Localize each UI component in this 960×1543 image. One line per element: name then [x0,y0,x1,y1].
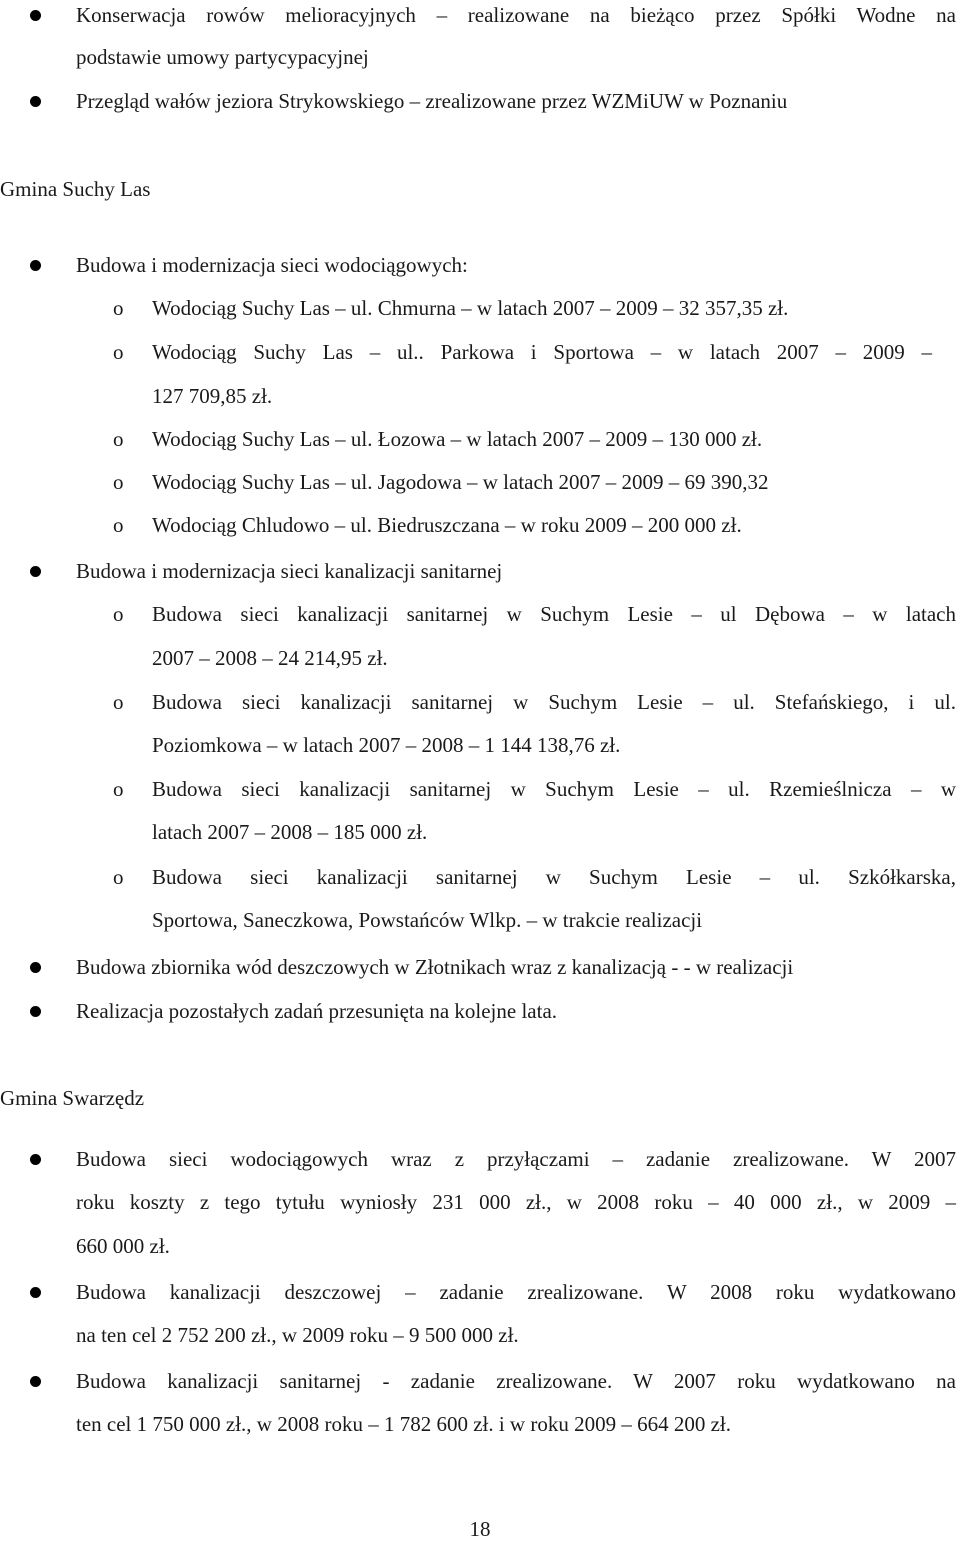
bullet-text: na ten cel 2 752 200 zł., w 2009 roku – 9 500 000 zł. [76,1323,519,1347]
sub-item-text: Wodociąg Suchy Las – ul.. Parkowa i Sportowa – w latach 2007 – 2009 – [152,340,932,364]
sub-item [0,687,960,717]
bullet-icon [30,566,41,577]
page-number: 18 [469,1517,491,1541]
section-heading-text: Gmina Suchy Las [0,177,151,201]
bullet-text: Budowa i modernizacja sieci wodociągowych: [76,253,468,277]
sub-item-text: Budowa sieci kanalizacji sanitarnej w Suchym Lesie – ul. Rzemieślnicza – w [152,777,956,801]
bullet-text-continuation [0,1409,960,1439]
bullet-text: Budowa zbiornika wód deszczowych w Złotnikach wraz z kanalizacją - - w realizacji [76,955,794,979]
sub-item [0,293,960,323]
bullet-item [0,952,960,982]
bullet-item [0,1144,960,1174]
sub-item-text: Wodociąg Suchy Las – ul. Łozowa – w latach 2007 – 2009 – 130 000 zł. [152,427,763,451]
sub-item-marker: o [113,340,124,364]
sub-item-marker: o [113,865,124,889]
bullet-icon [30,1376,41,1387]
bullet-item [0,0,960,30]
sub-item-continuation [0,905,960,935]
bullet-text: Budowa i modernizacja sieci kanalizacji sanitarnej [76,559,503,583]
bullet-item [0,1366,960,1396]
sub-item-marker: o [113,296,124,320]
sub-item [0,599,960,629]
sub-item-continuation [0,381,960,411]
sub-item-text: Budowa sieci kanalizacji sanitarnej w Suchym Lesie – ul. Szkółkarska, [152,865,956,889]
bullet-item [0,996,960,1026]
sub-item-marker: o [113,427,124,451]
sub-item [0,467,960,497]
sub-item-marker: o [113,513,124,537]
section-heading-text: Gmina Swarzędz [0,1086,145,1110]
section-heading [0,1083,960,1113]
bullet-icon [30,1287,41,1298]
sub-item-text: Wodociąg Suchy Las – ul. Jagodowa – w latach 2007 – 2009 – 69 390,32 [152,470,769,494]
bullet-text-continuation [0,1231,960,1261]
bullet-text-continuation [0,1187,960,1217]
sub-item-text: 2007 – 2008 – 24 214,95 zł. [152,646,388,670]
bullet-text: podstawie umowy partycypacyjnej [76,45,369,69]
section-heading [0,174,960,204]
sub-item [0,862,960,892]
bullet-text: Przegląd wałów jeziora Strykowskiego – zrealizowane przez WZMiUW w Poznaniu [76,89,788,113]
bullet-item [0,250,960,280]
bullet-text: Budowa kanalizacji deszczowej – zadanie zrealizowane. W 2008 roku wydatkowano [76,1280,956,1304]
sub-item-marker: o [113,602,124,626]
bullet-text: Konserwacja rowów melioracyjnych – realizowane na bieżąco przez Spółki Wodne na [76,3,956,27]
sub-item-marker: o [113,470,124,494]
bullet-item [0,1277,960,1307]
bullet-icon [30,1006,41,1017]
sub-item-continuation [0,817,960,847]
bullet-item [0,556,960,586]
bullet-text: Budowa sieci wodociągowych wraz z przyłączami – zadanie zrealizowane. W 2007 [76,1147,956,1171]
sub-item-text: Sportowa, Saneczkowa, Powstańców Wlkp. – w trakcie realizacji [152,908,703,932]
sub-item-marker: o [113,777,124,801]
sub-item [0,337,960,367]
sub-item [0,424,960,454]
sub-item-text: Poziomkowa – w latach 2007 – 2008 – 1 144 138,76 zł. [152,733,621,757]
bullet-icon [30,10,41,21]
sub-item-text: Wodociąg Suchy Las – ul. Chmurna – w latach 2007 – 2009 – 32 357,35 zł. [152,296,789,320]
bullet-text: 660 000 zł. [76,1234,170,1258]
bullet-item [0,86,960,116]
sub-item-text: Wodociąg Chludowo – ul. Biedruszczana – w roku 2009 – 200 000 zł. [152,513,742,537]
sub-item [0,510,960,540]
sub-item [0,774,960,804]
sub-item-continuation [0,643,960,673]
bullet-text: Realizacja pozostałych zadań przesunięta na kolejne lata. [76,999,558,1023]
sub-item-text: latach 2007 – 2008 – 185 000 zł. [152,820,428,844]
sub-item-continuation [0,730,960,760]
sub-item-marker: o [113,690,124,714]
bullet-icon [30,96,41,107]
sub-item-text: 127 709,85 zł. [152,384,273,408]
bullet-icon [30,962,41,973]
bullet-text: Budowa kanalizacji sanitarnej - zadanie zrealizowane. W 2007 roku wydatkowano na [76,1369,956,1393]
bullet-text: ten cel 1 750 000 zł., w 2008 roku – 1 782 600 zł. i w roku 2009 – 664 200 zł. [76,1412,731,1436]
bullet-text: roku koszty z tego tytułu wyniosły 231 000 zł., w 2008 roku – 40 000 zł., w 2009 – [76,1190,956,1214]
bullet-icon [30,1154,41,1165]
bullet-text-continuation [0,1320,960,1350]
bullet-icon [30,260,41,271]
bullet-text-continuation [0,42,960,72]
sub-item-text: Budowa sieci kanalizacji sanitarnej w Suchym Lesie – ul. Stefańskiego, i ul. [152,690,956,714]
sub-item-text: Budowa sieci kanalizacji sanitarnej w Suchym Lesie – ul Dębowa – w latach [152,602,956,626]
